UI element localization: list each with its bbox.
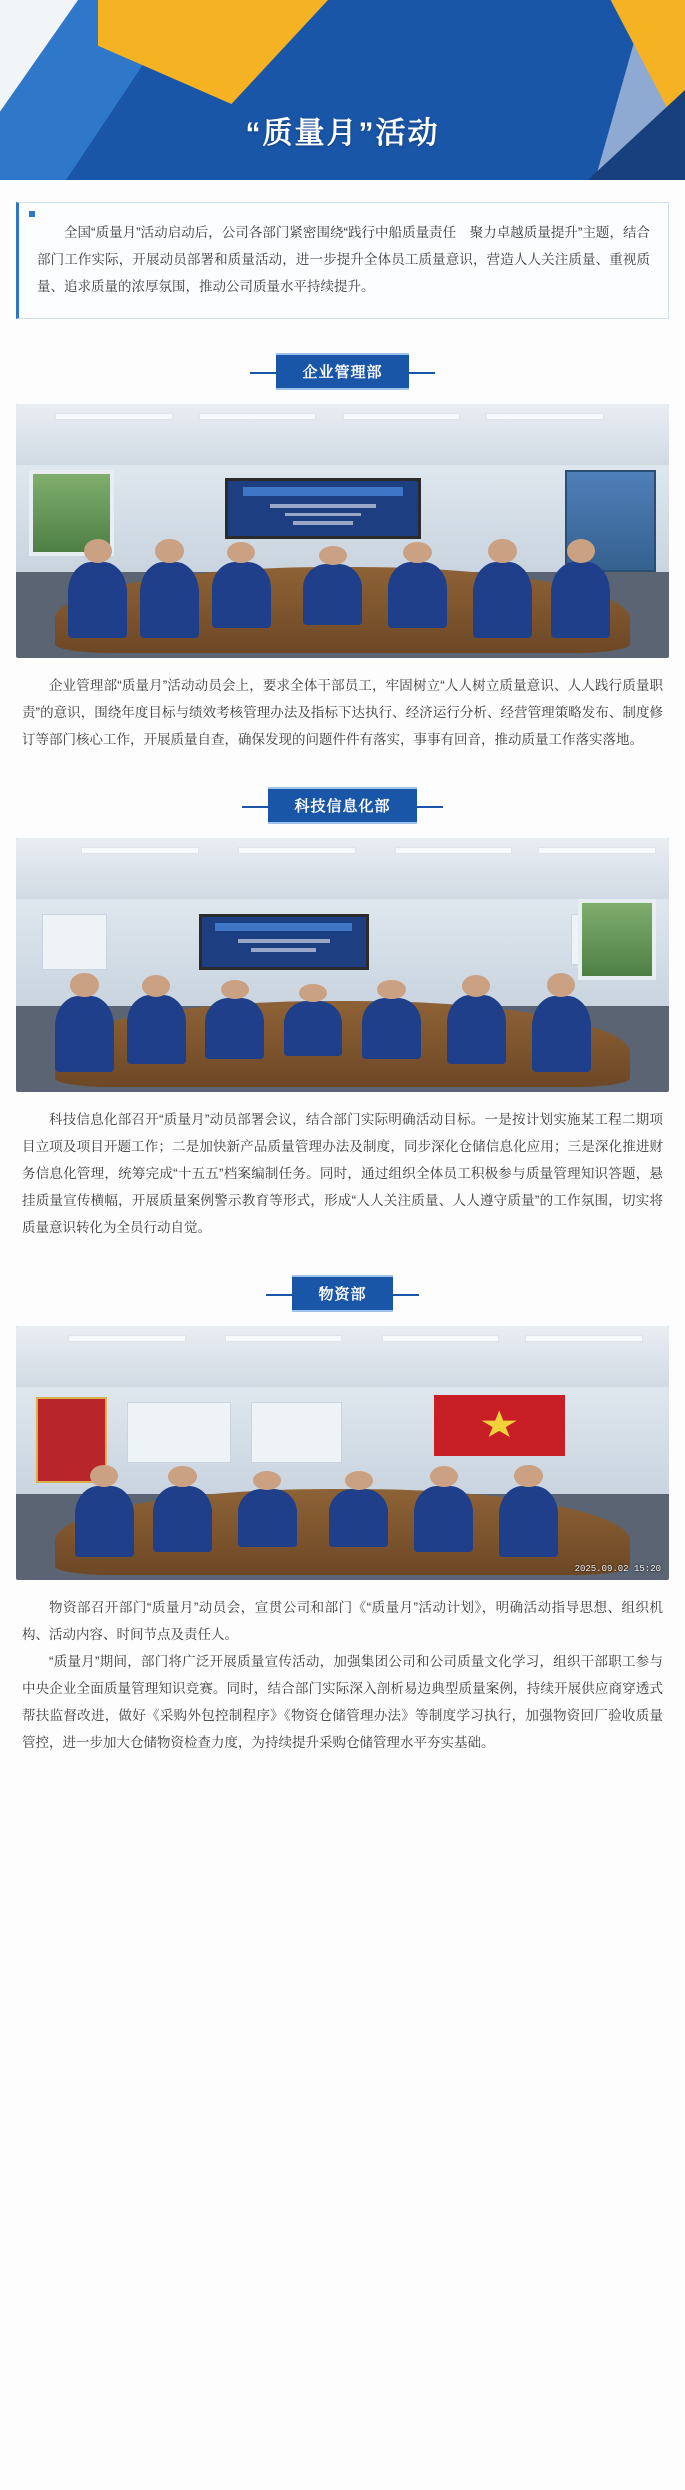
page-bottom-space [0,1756,685,1796]
photo-ceiling [16,1326,669,1392]
section-title-row [0,787,685,824]
page-title: “质量月”活动 [245,117,440,150]
photo-window [578,899,656,980]
section-title: 科技信息化部 [268,787,416,824]
photo-presentation-screen [199,914,369,970]
section-title-row [0,353,685,390]
intro-paragraph: 全国“质量月”活动启动后，公司各部门紧密围绕“践行中船质量责任 聚力卓越质量提升”主题，结合部门工作实际，开展动员部署和质量活动，进一步提升全体员工质量意识，营造人人关注质量、重视质量、追求质量的浓厚氛围，推动公司质量水平持续提升。 [37,225,650,294]
photo-poster [251,1402,342,1463]
photo-party-flag [434,1395,565,1456]
section-paragraph: 企业管理部“质量月”活动动员会上，要求全体干部员工，牢固树立“人人树立质量意识、人人践行质量职责”的意识，围绕年度目标与绩效考核管理办法及指标下达执行、经济运行分析、经营管理策略发布、制度修订等部门核心工作，开展质量自查，确保发现的问题件件有落实，事事有回音，推动质量工作落实落地。 [22,678,663,747]
section-technology-informatization [0,787,685,1241]
section-photo [16,1326,669,1580]
section-photo [16,838,669,1092]
intro-block [16,202,669,319]
section-materials [0,1275,685,1756]
section-title: 物资部 [292,1275,392,1312]
section-paragraph: “质量月”期间，部门将广泛开展质量宣传活动，加强集团公司和公司质量文化学习，组织干部职工参与中央企业全面质量管理知识竞赛。同时，结合部门实际深入剖析易边典型质量案例，持续开展供应商穿透式帮扶监督改进，做好《采购外包控制程序》《物资仓储管理办法》等制度学习执行，加强物资回厂验收质量管控，进一步加大仓储物资检查力度，为持续提升采购仓储管理水平夯实基础。 [22,1654,663,1750]
section-title-row [0,1275,685,1312]
section-photo [16,404,669,658]
section-title: 企业管理部 [276,353,408,390]
photo-ceiling [16,838,669,904]
photo-timestamp: 2025.09.02 15:20 [574,1564,661,1574]
section-enterprise-management [0,353,685,753]
photo-ceiling [16,404,669,470]
photo-presentation-screen [225,478,421,539]
photo-poster [127,1402,231,1463]
header-banner [0,0,685,180]
photo-poster [42,914,107,970]
section-paragraph: 物资部召开部门“质量月”动员会，宣贯公司和部门《“质量月”活动计划》，明确活动指导思想、组织机构、活动内容、时间节点及责任人。 [22,1600,663,1642]
section-paragraph: 科技信息化部召开“质量月”动员部署会议，结合部门实际明确活动目标。一是按计划实施某工程二期项目立项及项目开题工作；二是加快新产品质量管理办法及制度，同步深化仓储信息化应用；三是深化推进财务信息化管理，统筹完成“十五五”档案编制任务。同时，通过组织全体员工积极参与质量管理知识答题，悬挂质量宣传横幅，开展质量案例警示教育等形式，形成“人人关注质量、人人遵守质量”的工作氛围，切实将质量意识转化为全员行动自觉。 [22,1112,663,1235]
